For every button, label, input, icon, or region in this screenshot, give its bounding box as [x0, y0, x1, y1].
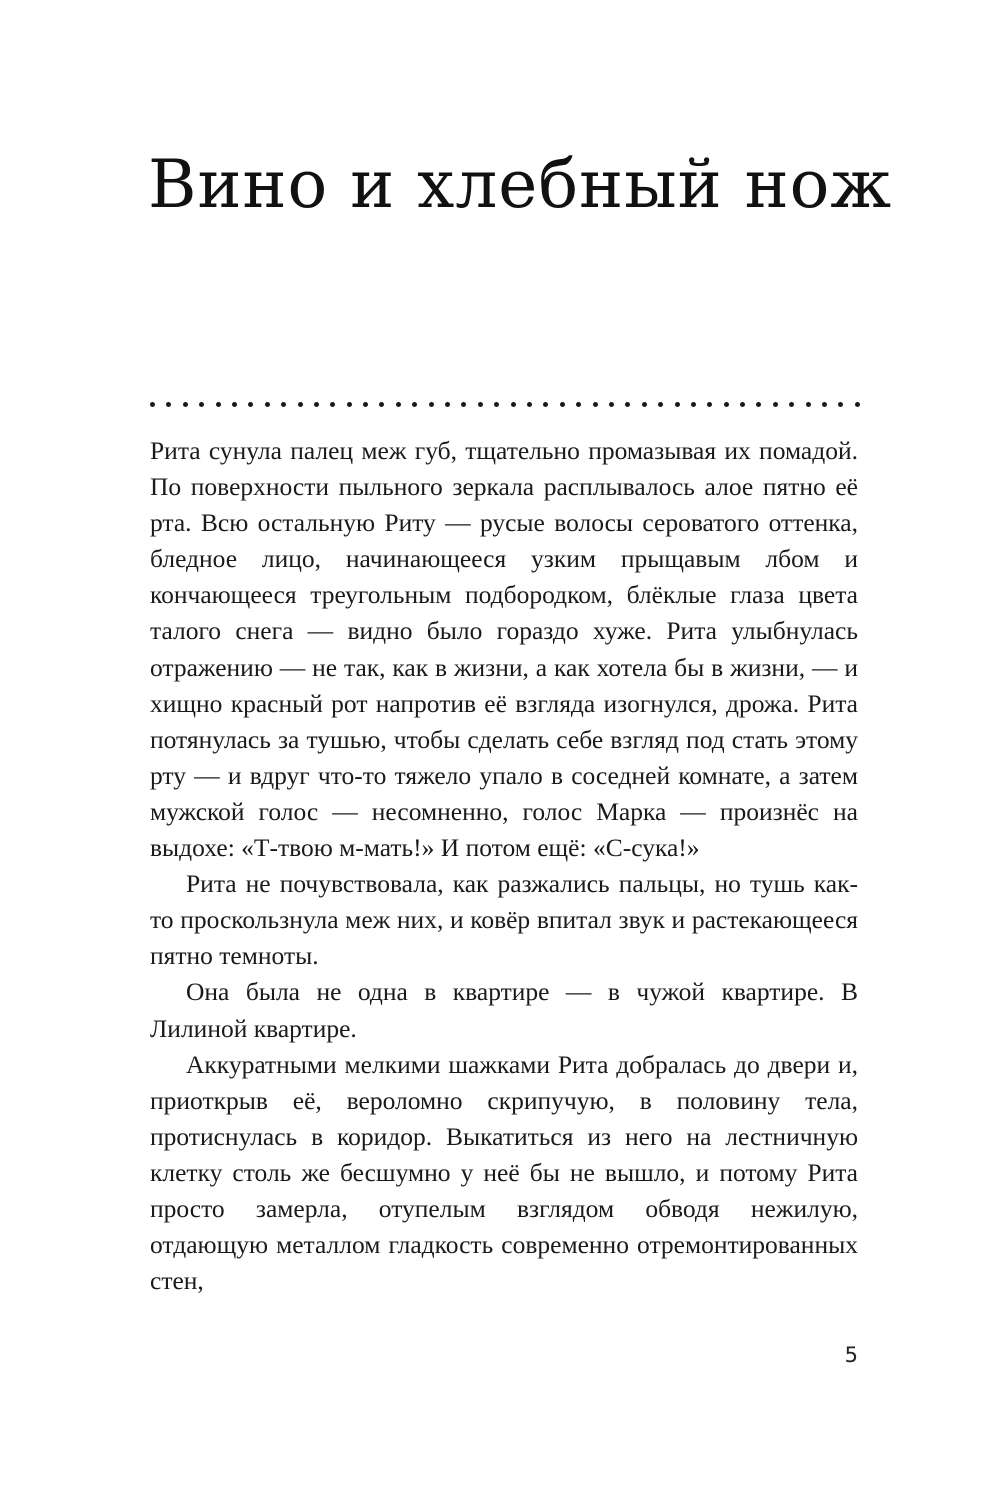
divider-dot [265, 402, 270, 407]
page-number: 5 [844, 1343, 858, 1367]
divider-dot [248, 402, 253, 407]
divider-dot [330, 402, 335, 407]
divider-dot [232, 402, 237, 407]
paragraph: Она была не одна в квартире — в чужой квартире. В Лилиной квартире. [150, 977, 858, 1043]
divider-dot [412, 402, 417, 407]
divider-dot [675, 402, 680, 407]
divider-dot [773, 402, 778, 407]
divider-dot [756, 402, 761, 407]
divider-dot [199, 402, 204, 407]
divider-dot [166, 402, 171, 407]
divider-dot [642, 402, 647, 407]
divider-dot [298, 402, 303, 407]
divider-dot [560, 402, 565, 407]
divider-dot [281, 402, 286, 407]
divider-dot [724, 402, 729, 407]
divider-dot [527, 402, 532, 407]
divider-dot [806, 402, 811, 407]
paragraph: Аккуратными мелкими шажками Рита добралась до двери и, приоткрыв её, вероломно скрипучую, в половину тела, протиснулась в коридор. Выкатиться из него на лестничную клетку столь же бесшумно у неё бы не вышло, и потому Рита просто замерла, отупелым взглядом обводя нежилую, отдающую металлом гладкость современно отремонтированных стен, [150, 1049, 858, 1296]
paragraph: Рита не почувствовала, как разжались пальцы, но тушь как-то проскользнула меж них, и ковёр впитал звук и растекающееся пятно темноты. [150, 869, 858, 971]
divider-dot [822, 402, 827, 407]
divider-dot [511, 402, 516, 407]
divider-dot [461, 402, 466, 407]
divider-dot [658, 402, 663, 407]
divider-dot [379, 402, 384, 407]
divider-dot [478, 402, 483, 407]
divider-dot [609, 402, 614, 407]
divider-dot [429, 402, 434, 407]
divider-dot [691, 402, 696, 407]
divider-dot [855, 402, 860, 407]
divider-dot [363, 402, 368, 407]
dotted-divider [150, 392, 860, 416]
divider-dot [445, 402, 450, 407]
divider-dot [838, 402, 843, 407]
divider-dot [494, 402, 499, 407]
paragraph: Рита сунула палец меж губ, тщательно промазывая их помадой. По поверхности пыльного зеркала расплывалось алое пятно её рта. Всю остальную Риту — русые волосы сероватого оттенка, бледное лицо, начинающееся узким прыщавым лбом и кончающееся треугольным подбородком, блёклые глаза цвета талого снега — видно было гораздо хуже. Рита улыбнулась отражению — не так, как в жизни, а как хотела бы в жизни, — и хищно красный рот напротив её взгляда изогнулся, дрожа. Рита потянулась за тушью, чтобы сделать себе взгляд под стать этому рту — и вдруг что-то тяжело упало в соседней комнате, а затем мужской голос — несомненно, голос Марка — произнёс на выдохе: «Т-твою м-мать!» И потом ещё: «С-сука!» [150, 436, 858, 863]
divider-dot [740, 402, 745, 407]
divider-dot [707, 402, 712, 407]
divider-dot [396, 402, 401, 407]
divider-dot [183, 402, 188, 407]
divider-dot [347, 402, 352, 407]
divider-dot [543, 402, 548, 407]
divider-dot [789, 402, 794, 407]
divider-dot [576, 402, 581, 407]
body-text [150, 433, 858, 1299]
chapter-title: Вино и хлебный нож [148, 146, 893, 223]
divider-dot [216, 402, 221, 407]
divider-dot [150, 402, 155, 407]
divider-dot [593, 402, 598, 407]
divider-dot [625, 402, 630, 407]
divider-dot [314, 402, 319, 407]
